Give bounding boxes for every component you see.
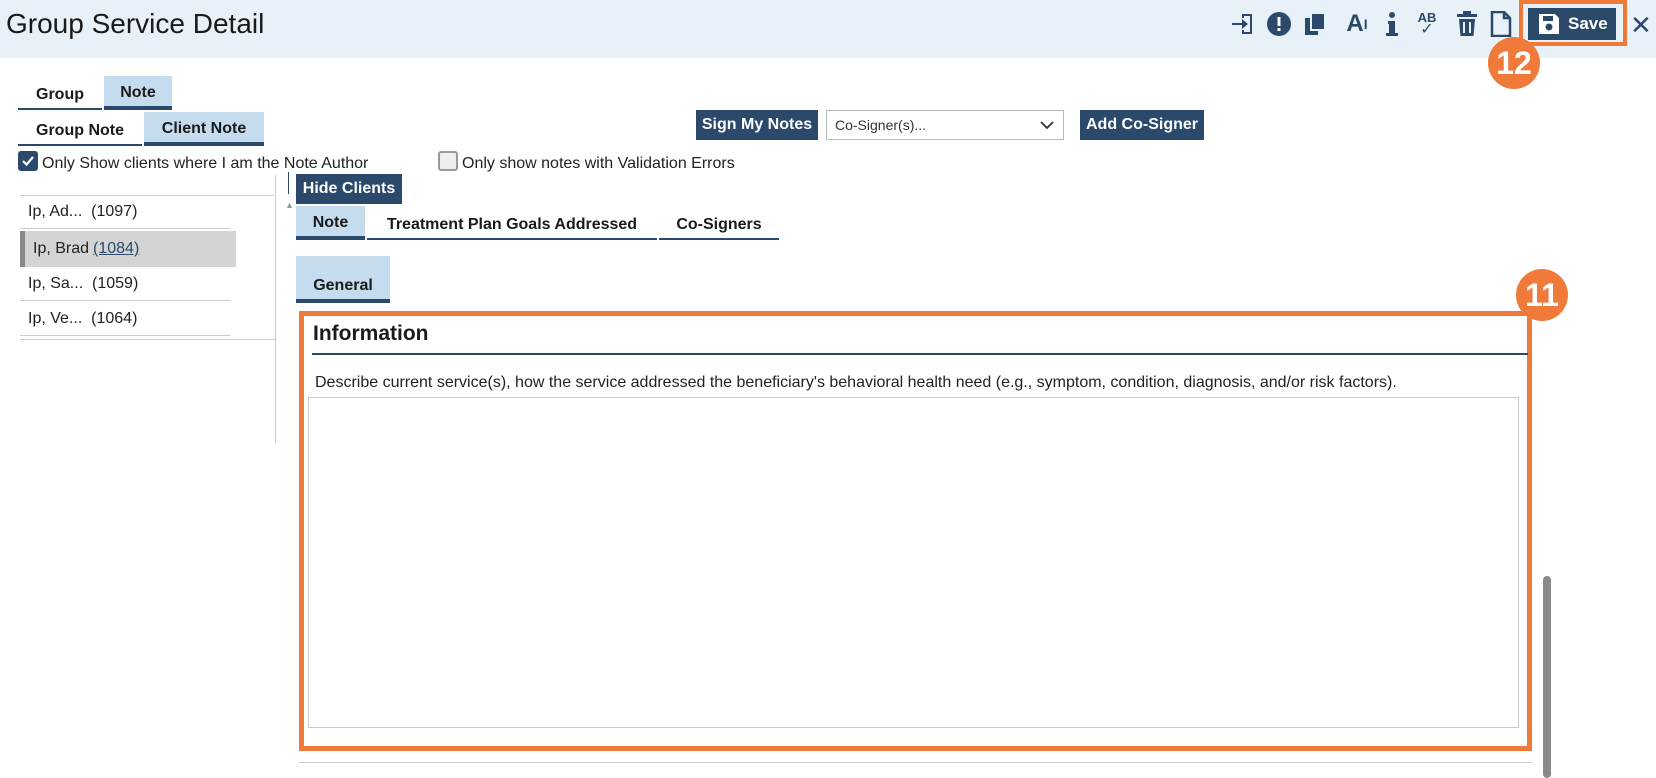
information-description: Describe current service(s), how the service addressed the beneficiary's behavioral health need (e.g., symptom, condition, diagnosis, and/or risk factors). xyxy=(315,374,1397,391)
client-name: Ip, Sa... xyxy=(28,274,84,292)
spellcheck-icon[interactable]: AB ✓ xyxy=(1417,10,1437,38)
tab-co-signers[interactable]: Co-Signers xyxy=(659,206,779,240)
copy-icon[interactable] xyxy=(1300,9,1330,39)
collapse-arrow-icon[interactable]: ▲ xyxy=(285,200,294,210)
client-row[interactable] xyxy=(20,267,230,301)
sign-my-notes-button[interactable]: Sign My Notes xyxy=(696,110,818,140)
save-button[interactable] xyxy=(1528,8,1616,40)
tab-group-note[interactable]: Group Note xyxy=(18,112,142,146)
information-title: Information xyxy=(313,322,429,345)
tab-general[interactable]: General xyxy=(296,256,390,303)
client-row[interactable] xyxy=(20,302,230,336)
client-name: Ip, Brad xyxy=(33,240,90,257)
exit-icon[interactable] xyxy=(1228,9,1258,39)
client-row-selected[interactable] xyxy=(20,231,236,267)
client-id: (1097) xyxy=(91,202,138,220)
hide-clients-button[interactable]: Hide Clients xyxy=(296,174,402,204)
information-divider xyxy=(312,353,1528,355)
cosigner-select[interactable] xyxy=(826,110,1064,140)
client-list-bottom-divider xyxy=(20,339,275,340)
step-badge-11: 11 xyxy=(1516,269,1568,321)
panel-splitter[interactable] xyxy=(275,175,276,443)
note-author-label: Only Show clients where I am the Note Author xyxy=(42,155,369,172)
checkmark-icon xyxy=(21,154,35,168)
validation-errors-checkbox[interactable] xyxy=(438,151,458,171)
info-icon[interactable] xyxy=(1380,9,1404,39)
tab-note[interactable]: Note xyxy=(104,76,172,110)
client-name: Ip, Ve... xyxy=(28,309,83,327)
tab-group[interactable]: Group xyxy=(18,76,102,110)
save-label: Save xyxy=(1568,14,1608,33)
client-id-link[interactable]: (1084) xyxy=(93,240,140,257)
tab-note-detail[interactable]: Note xyxy=(296,206,365,240)
step-badge-12: 12 xyxy=(1488,37,1540,89)
cosigner-select-value: Co-Signer(s)... xyxy=(835,117,927,133)
splitter-handle xyxy=(288,172,289,194)
tab-treatment-plan-goals[interactable]: Treatment Plan Goals Addressed xyxy=(367,206,657,240)
tab-client-note[interactable]: Client Note xyxy=(144,112,264,146)
client-name: Ip, Ad... xyxy=(28,202,83,220)
document-icon[interactable] xyxy=(1486,9,1516,39)
font-size-icon[interactable]: A I xyxy=(1346,10,1368,37)
page-title: Group Service Detail xyxy=(6,8,265,39)
alert-icon[interactable] xyxy=(1264,9,1294,39)
save-icon xyxy=(1538,13,1560,35)
client-row[interactable] xyxy=(20,195,230,229)
chevron-down-icon xyxy=(1039,116,1055,134)
information-textarea[interactable] xyxy=(308,397,1519,728)
delete-icon[interactable] xyxy=(1452,9,1482,39)
note-author-checkbox[interactable] xyxy=(18,151,38,171)
client-id: (1064) xyxy=(91,309,138,327)
client-id: (1059) xyxy=(92,274,139,292)
validation-errors-label: Only show notes with Validation Errors xyxy=(462,155,735,172)
close-icon[interactable]: ✕ xyxy=(1630,10,1652,40)
add-cosigner-button[interactable]: Add Co-Signer xyxy=(1080,110,1204,140)
page-scrollbar[interactable] xyxy=(1543,576,1551,778)
section-bottom-border xyxy=(299,762,1532,763)
